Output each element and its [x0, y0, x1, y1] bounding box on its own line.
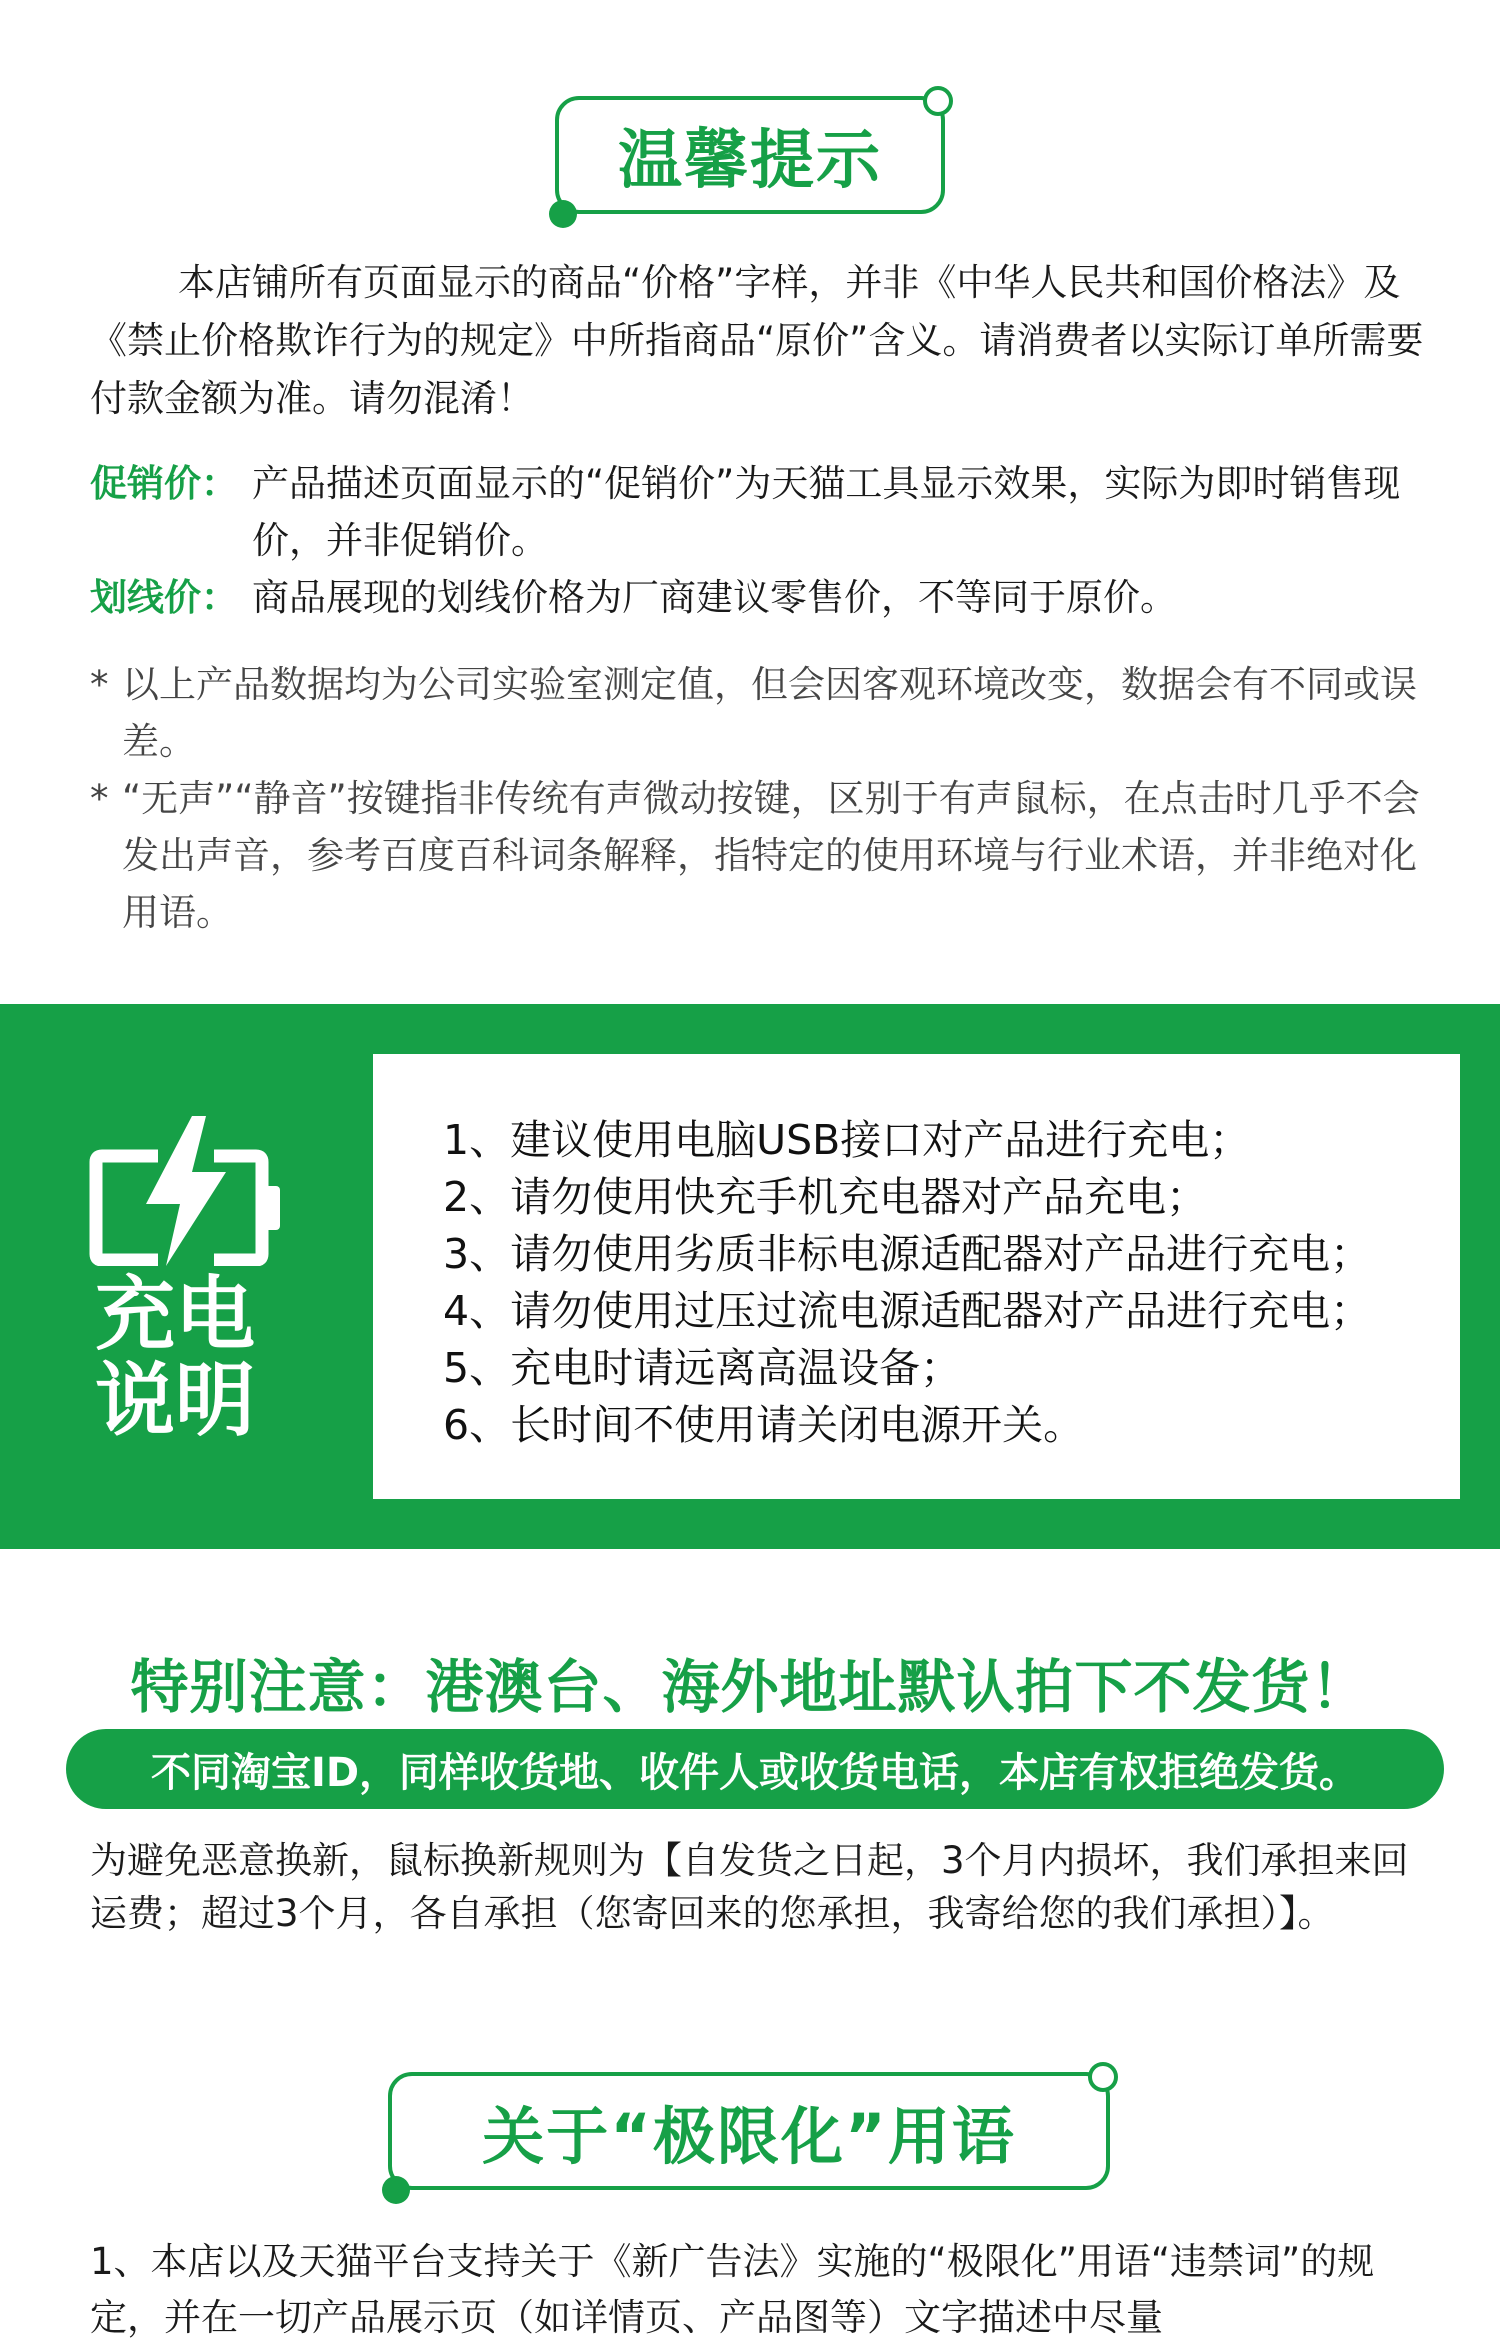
charging-title-line2: 说明 [95, 1354, 255, 1447]
note-text: 以上产品数据均为公司实验室测定值，但会因客观环境改变，数据会有不同或误差。 [122, 663, 1417, 763]
promo-price-text: 产品描述页面显示的“促销价”为天猫工具显示效果，实际为即时销售现价，并非促销价。 [252, 462, 1401, 562]
disclaimer-note [90, 656, 1430, 770]
charging-item: 1、建议使用电脑USB接口对产品进行充电； [443, 1116, 1251, 1164]
shipping-notice-title: 特别注意：港澳台、海外地址默认拍下不发货！ [130, 1653, 1370, 1721]
shipping-notice-bar [66, 1729, 1444, 1809]
note-text: “无声”“静音”按键指非传统有声微动按键，区别于有声鼠标，在点击时几乎不会发出声音，参考百度百科词条解释，指特定的使用环境与行业术语，并非绝对化用语。 [122, 777, 1420, 934]
charging-item: 6、长时间不使用请关闭电源开关。 [443, 1401, 1085, 1449]
terms-text: 1、本店以及天猫平台支持关于《新广告法》实施的“极限化”用语“违禁词”的规定，并在一切产品展示页（如详情页、产品图等）文字描述中尽量 [90, 2240, 1375, 2339]
terms-heading-badge [388, 2072, 1110, 2190]
strike-price-text: 商品展现的划线价格为厂商建议零售价，不等同于原价。 [252, 576, 1177, 619]
disclaimer-note [90, 770, 1430, 941]
note-asterisk: * [90, 663, 109, 706]
charging-item: 2、请勿使用快充手机充电器对产品充电； [443, 1173, 1208, 1221]
price-definitions [90, 455, 1440, 626]
charging-item: 3、请勿使用劣质非标电源适配器对产品进行充电； [443, 1230, 1372, 1278]
battery-bolt-icon [88, 1116, 284, 1266]
tips-heading: 温馨提示 [618, 124, 882, 198]
charging-section [0, 1004, 1500, 1549]
price-intro-text: 本店铺所有页面显示的商品“价格”字样，并非《中华人民共和国价格法》及《禁止价格欺诈行为的规定》中所指商品“原价”含义。请消费者以实际订单所需要付款金额为准。请勿混淆！ [90, 261, 1424, 420]
charging-title [95, 1268, 255, 1447]
disclaimer-notes [90, 656, 1430, 941]
charging-title-line1: 充电 [95, 1268, 255, 1361]
promo-price-label: 促销价： [90, 462, 238, 505]
charging-item: 4、请勿使用过压过流电源适配器对产品进行充电； [443, 1287, 1372, 1335]
shipping-notice-bar-text: 不同淘宝ID，同样收货地、收件人或收货电话，本店有权拒绝发货。 [150, 1749, 1360, 1796]
note-asterisk: * [90, 777, 109, 820]
strike-price-row [90, 569, 1440, 626]
charging-item: 5、充电时请远离高温设备； [443, 1344, 962, 1392]
promo-price-row [90, 455, 1440, 569]
charging-panel [373, 1054, 1460, 1499]
replacement-policy: 为避免恶意换新，鼠标换新规则为【自发货之日起，3个月内损坏，我们承担来回运费；超过3个月，各自承担（您寄回来的您承担，我寄给您的我们承担）】。 [90, 1839, 1409, 1935]
terms-heading: 关于“极限化”用语 [482, 2099, 1016, 2173]
charging-list [443, 1112, 1371, 1454]
tips-heading-badge [555, 96, 945, 214]
strike-price-label: 划线价： [90, 576, 238, 619]
price-intro [90, 254, 1430, 428]
